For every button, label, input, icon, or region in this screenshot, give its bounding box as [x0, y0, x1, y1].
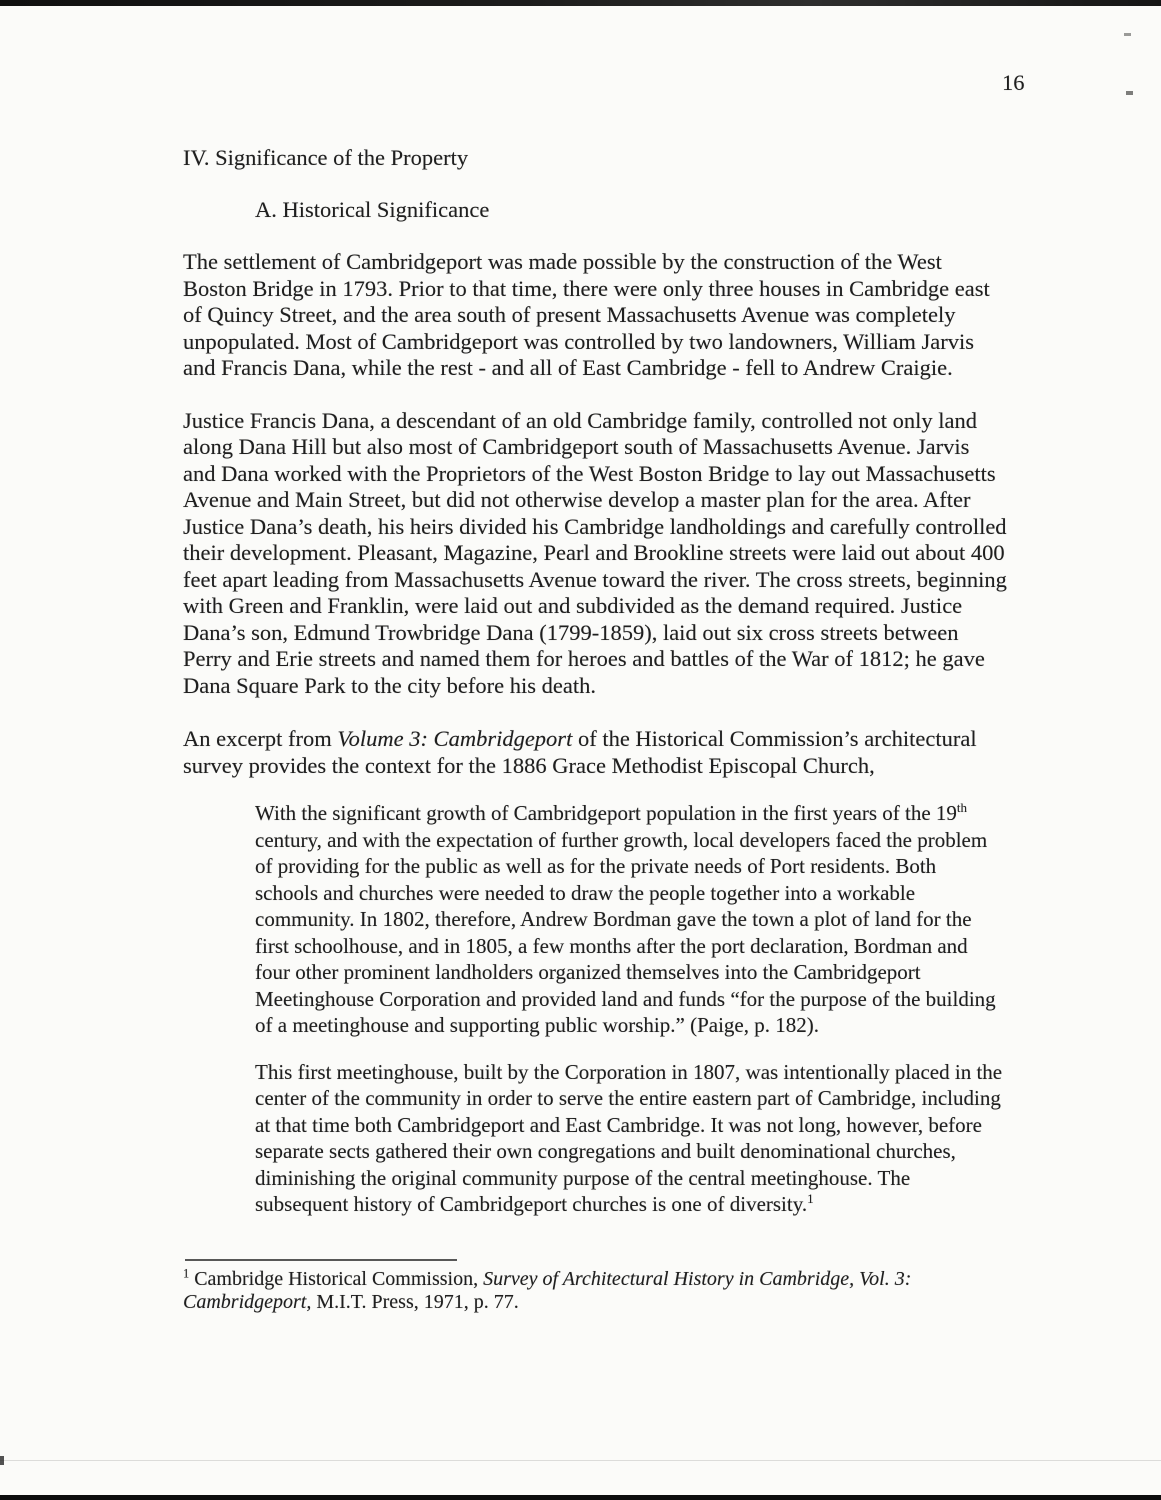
scan-artifact-dash [1124, 33, 1131, 36]
document-content [183, 0, 1007, 1314]
paragraph-justice-dana: Justice Francis Dana, a descendant of an old Cambridge family, controlled not only land along Dana Hill but also most of Cambridgeport south of Massachusetts Avenue. Jarvis and Dana worked with the Proprietors of the West Boston Bridge to lay out Massachusetts Avenue and Main Street, but did not otherwise develop a master plan for the area. After Justice Dana’s death, his heirs divided his Cambridge landholdings and carefully controlled their development. Pleasant, Magazine, Pearl and Brookline streets were laid out about 400 feet apart leading from Massachusetts Avenue toward the river. The cross streets, beginning with Green and Franklin, were laid out and subdivided as the demand required. Justice Dana’s son, Edmund Trowbridge Dana (1799-1859), laid out six cross streets between Perry and Erie streets and named them for heroes and battles of the War of 1812; he gave Dana Square Park to the city before his death. [183, 407, 1007, 698]
footnote [183, 1265, 939, 1314]
footnote-text-cont: M.I.T. Press, 1971, p. 77. [311, 1290, 519, 1313]
subsection-heading: A. Historical Significance [255, 196, 490, 222]
scan-artifact-edge-mark [0, 1456, 4, 1465]
excerpt-intro-text-cont: of the Historical Commission’s architectural survey provides the context for the 1886 Grace Methodist Episcopal Church, [183, 726, 977, 778]
scan-artifact-dash [1126, 91, 1133, 95]
footnote-text: Cambridge Historical Commission, [189, 1267, 484, 1290]
section-heading: IV. Significance of the Property [183, 145, 469, 170]
footnote-marker: 1 [183, 1265, 190, 1280]
quote-text: With the significant growth of Cambridgeport population in the first years of the 19 [255, 801, 957, 825]
ordinal-superscript: th [956, 800, 968, 815]
quote-text-cont: century, and with the expectation of further growth, local developers faced the problem of providing for the public as well as for the private needs of Port residents. Both schools and churches were needed to draw the people together into a workable community. In 1802, therefore, Andrew Bordman gave the town a plot of land for the first schoolhouse, and in 1805, a few months after the port declaration, Bordman and four other prominent landholders organized themselves into the Cambridgeport Meetinghouse Corporation and provided land and funds “for the purpose of the building of a meetinghouse and supporting public worship.” (Paige, p. 182). [255, 827, 996, 1037]
excerpt-volume-title: Volume 3: Cambridgeport [337, 726, 573, 751]
paragraph-settlement: The settlement of Cambridgeport was made possible by the construction of the West Boston Bridge in 1793. Prior to that time, there were only three houses in Cambridge east of Quincy Street, and the area south of present Massachusetts Avenue was completely unpopulated. Most of Cambridgeport was controlled by two landowners, William Jarvis and Francis Dana, while the rest - and all of East Cambridge - fell to Andrew Craigie. [183, 249, 990, 380]
paragraph-excerpt-intro [183, 726, 1007, 779]
block-quote-growth [255, 800, 1003, 1039]
footnote-separator-rule [185, 1259, 457, 1261]
block-quote-meetinghouse [255, 1059, 1003, 1218]
footnote-reference: 1 [807, 1191, 814, 1206]
page-number: 16 [1002, 70, 1025, 95]
scan-artifact-faint-line [0, 1460, 1161, 1461]
excerpt-intro-text: An excerpt from [183, 726, 338, 751]
footnote-work-title: Survey of Architectural History in Cambridge, Vol. 3: Cambridgeport, [183, 1267, 912, 1313]
quote-text: This first meetinghouse, built by the Corporation in 1807, was intentionally placed in the center of the community in order to serve the entire eastern part of Cambridge, including at that time both Cambridgeport and East Cambridge. It was not long, however, before separate sects gathered their own congregations and built denominational churches, diminishing the original community purpose of the central meetinghouse. The subsequent history of Cambridgeport churches is one of diversity. [255, 1059, 1003, 1216]
scan-artifact-bottom-bar [0, 1495, 1161, 1500]
